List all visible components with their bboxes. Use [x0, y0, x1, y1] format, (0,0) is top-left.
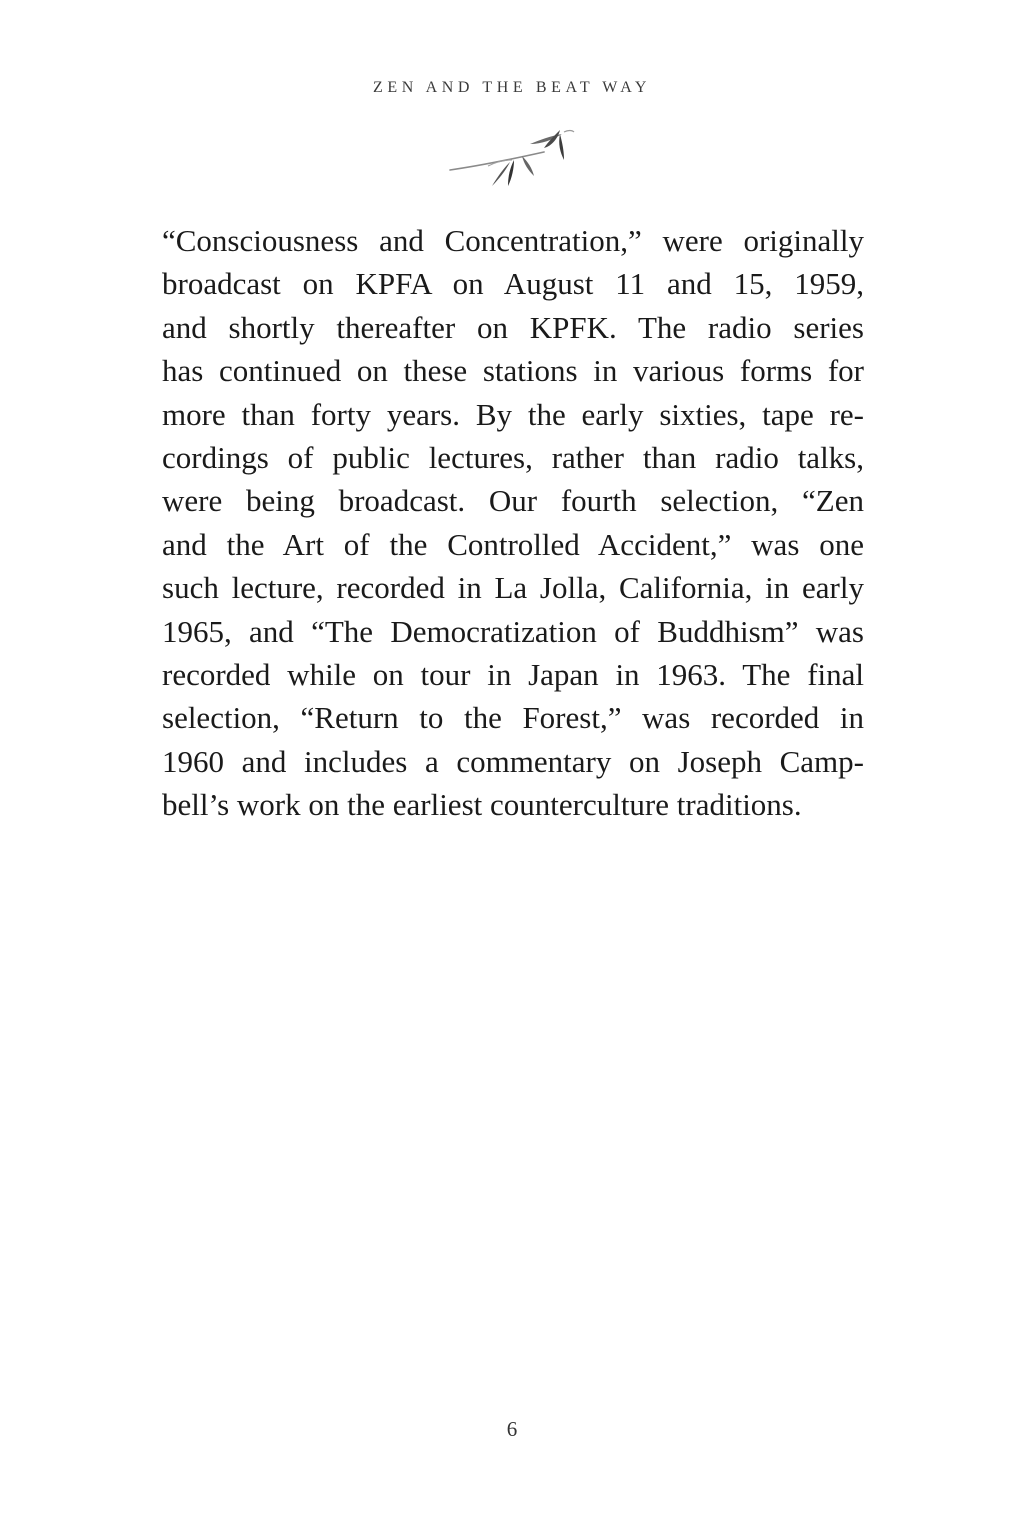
- text-line: and the Art of the Controlled Accident,” was one: [162, 526, 864, 562]
- text-line: bell’s work on the earliest counterculture traditions.: [162, 787, 802, 823]
- text-line: selection, “Return to the Forest,” was recorded in: [162, 700, 864, 736]
- text-line: recorded while on tour in Japan in 1963. The final: [162, 656, 864, 692]
- text-line: 1965, and “The Democratization of Buddhism” was: [162, 613, 864, 649]
- page-number: 6: [506, 1417, 518, 1441]
- text-line: “Consciousness and Concentration,” were originally: [162, 223, 864, 258]
- text-line: 1960 and includes a commentary on Joseph Camp-: [162, 743, 864, 779]
- text-line: such lecture, recorded in La Jolla, California, in early: [162, 570, 864, 606]
- text-line: broadcast on KPFA on August 11 and 15, 1959,: [162, 266, 864, 302]
- text-line: cordings of public lectures, rather than radio talks,: [162, 439, 864, 475]
- text-line: has continued on these stations in various forms for: [162, 353, 864, 389]
- body-paragraph: [162, 219, 864, 826]
- text-line: and shortly thereafter on KPFK. The radio series: [162, 309, 864, 345]
- bamboo-leaves-icon: [448, 126, 578, 194]
- text-line: were being broadcast. Our fourth selection, “Zen: [162, 483, 864, 519]
- text-line: more than forty years. By the early sixties, tape re-: [162, 396, 864, 432]
- running-head: ZEN AND THE BEAT WAY: [372, 79, 652, 96]
